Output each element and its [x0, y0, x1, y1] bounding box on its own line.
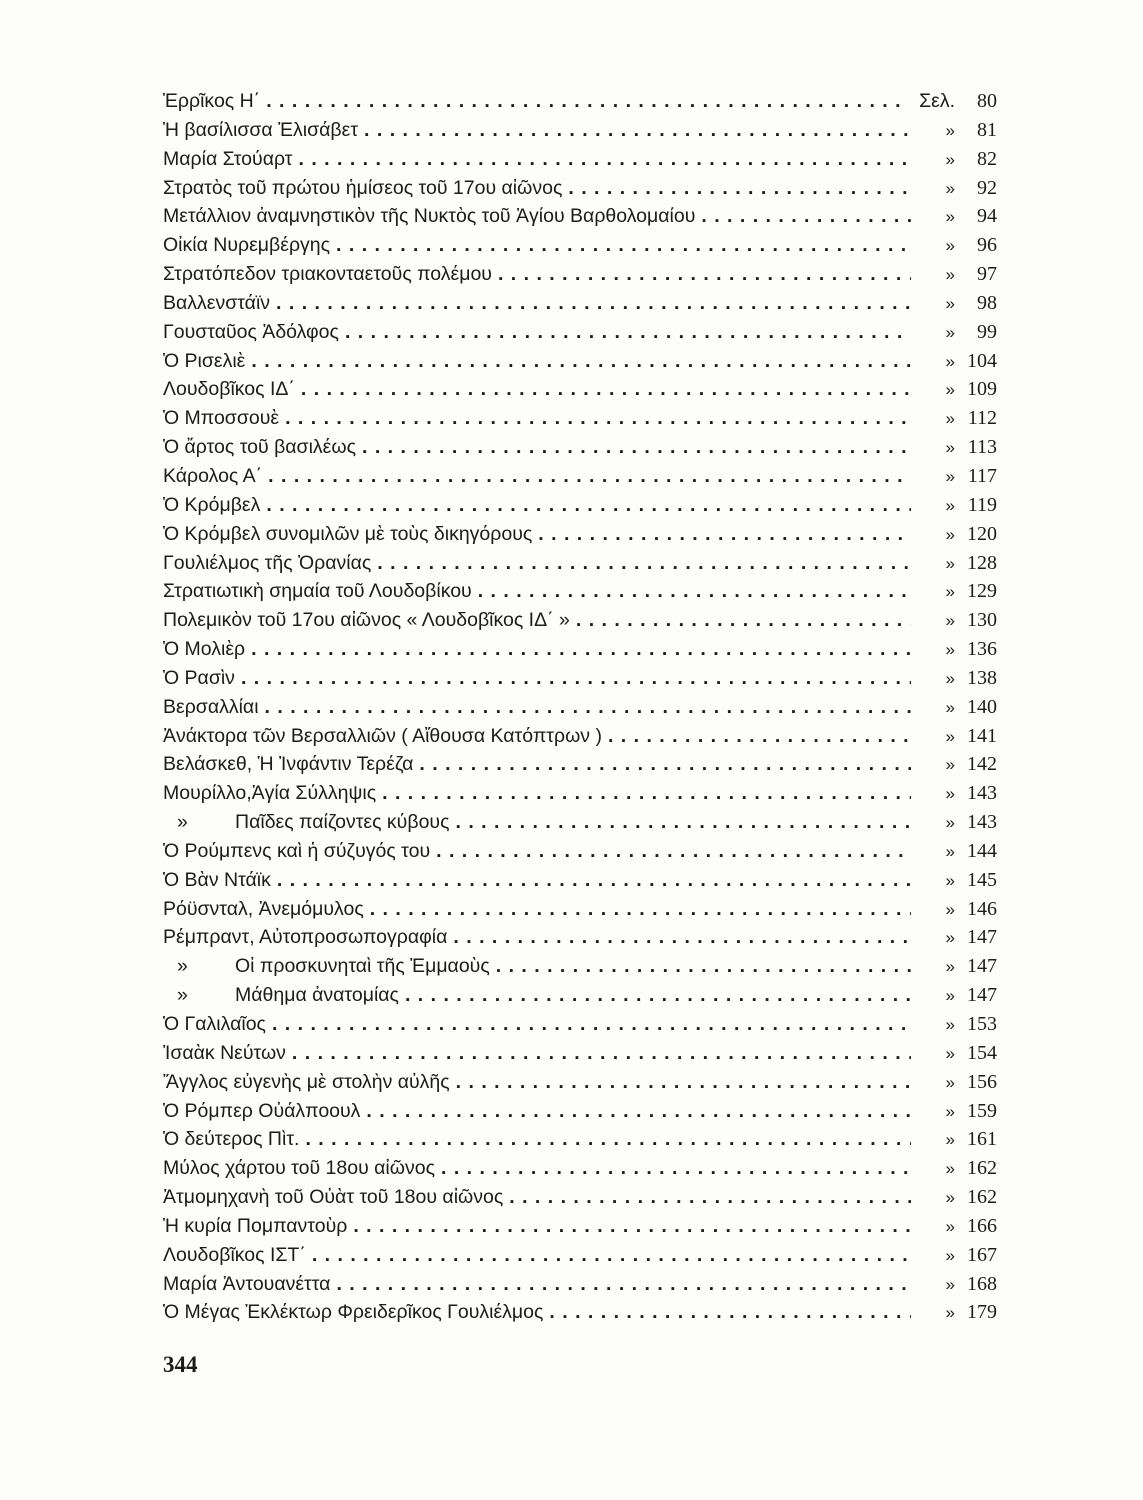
dot-leader — [478, 577, 911, 606]
toc-entry — [163, 779, 997, 808]
dot-leader — [276, 289, 911, 318]
entry-title: Ἑρρῖκος Η΄ — [163, 90, 261, 112]
dot-leader — [241, 664, 911, 693]
toc-entry — [163, 145, 997, 174]
entry-title: Ὁ Μολιὲρ — [163, 638, 246, 661]
ditto-mark: » — [945, 726, 955, 746]
ditto-mark: » — [945, 409, 955, 429]
ditto-mark: » — [945, 582, 955, 602]
ditto-mark: » — [945, 1015, 955, 1034]
toc-entry — [163, 664, 997, 693]
dot-leader — [251, 347, 911, 376]
ditto-mark: » — [945, 1130, 955, 1150]
ditto-mark: » — [945, 1188, 955, 1208]
entry-page-number: 109 — [967, 378, 997, 401]
entry-page-number: 104 — [967, 349, 997, 372]
toc-entry — [163, 1212, 997, 1241]
entry-page-number: 98 — [977, 291, 997, 314]
ditto-mark: » — [945, 1101, 955, 1121]
ditto-mark: » — [945, 870, 955, 890]
entry-page-number: 117 — [967, 464, 997, 487]
ditto-mark: » — [945, 1216, 955, 1236]
toc-entry — [163, 433, 997, 462]
ditto-mark: » — [945, 611, 955, 631]
dot-leader — [298, 145, 911, 174]
entry-title: Ὁ Κρόμβελ — [163, 493, 261, 516]
entry-title: Στρατόπεδον τριακονταετοῦς πολέμου — [163, 263, 492, 286]
page-abbreviation: Σελ. — [919, 90, 955, 112]
entry-title: Βερσαλλίαι — [163, 695, 259, 718]
dot-leader — [436, 837, 911, 866]
toc-entry — [163, 1125, 997, 1154]
entry-title: Ἡ κυρία Πομπαντοὺρ — [163, 1214, 348, 1237]
entry-page-number: 128 — [967, 551, 997, 574]
entry-page-number: 130 — [967, 609, 997, 632]
dot-leader — [496, 952, 911, 981]
toc-entry — [163, 87, 997, 116]
entry-title: Βαλλενστάϊν — [163, 291, 271, 314]
entry-page-number: 113 — [967, 436, 997, 459]
ditto-mark: » — [945, 957, 955, 977]
ditto-mark: » — [945, 207, 955, 227]
entry-title: Πολεμικὸν τοῦ 17ου αἰῶνος « Λουδοβῖκος ΙΔ΄ » — [163, 609, 570, 632]
toc-entry — [163, 722, 997, 751]
toc-entry — [163, 866, 997, 895]
entry-page-number: 154 — [967, 1041, 997, 1064]
dot-leader — [265, 693, 911, 722]
ditto-mark: » — [945, 120, 955, 140]
dot-leader — [377, 549, 911, 578]
entry-page-number: 153 — [967, 1013, 997, 1035]
entry-page-number: 161 — [967, 1128, 997, 1151]
toc-entry — [163, 404, 997, 433]
dot-leader — [701, 202, 911, 231]
ditto-mark: » — [945, 1159, 955, 1179]
entry-title: Μύλος χάρτου τοῦ 18ου αἰῶνος — [163, 1157, 435, 1180]
toc-entry — [163, 520, 997, 549]
dot-leader — [509, 1183, 911, 1212]
toc-entry — [163, 116, 997, 145]
dot-leader — [345, 318, 911, 347]
dot-leader — [405, 981, 911, 1010]
ditto-mark: » — [945, 466, 955, 486]
toc-entry — [163, 952, 997, 981]
entry-title: Γουσταῦος Ἀδόλφος — [163, 320, 339, 343]
toc-entry — [163, 895, 997, 924]
toc-entry — [163, 1183, 997, 1212]
dot-leader — [364, 116, 911, 145]
dot-leader — [272, 1010, 911, 1039]
ditto-mark: » — [945, 178, 955, 198]
toc-entry — [163, 577, 997, 606]
entry-title: Μετάλλιον ἀναμνηστικὸν τῆς Νυκτὸς τοῦ Ἁγίου Βαρθολομαίου — [163, 205, 696, 228]
toc-entry — [163, 231, 997, 260]
ditto-mark: » — [945, 553, 955, 573]
entry-title: Ὁ Μέγας Ἐκλέκτωρ Φρειδερῖκος Γουλιέλμος — [163, 1301, 544, 1324]
entry-page-number: 159 — [967, 1099, 997, 1122]
entry-title: Στρατιωτικὴ σημαία τοῦ Λουδοβίκου — [163, 580, 472, 603]
dot-leader — [277, 866, 911, 895]
entry-page-number: 120 — [967, 522, 997, 545]
dot-leader — [455, 808, 911, 837]
toc-entry — [163, 347, 997, 376]
ditto-mark: » — [945, 813, 955, 833]
dot-leader — [382, 779, 911, 808]
toc-entry — [163, 606, 997, 635]
ditto-mark: » — [945, 784, 955, 804]
toc-entry — [163, 260, 997, 289]
entry-title: Ὁ Ρούμπενς καὶ ἡ σύζυγός του — [163, 839, 431, 862]
entry-page-number: 143 — [967, 782, 997, 805]
toc-entry — [163, 1298, 997, 1327]
entry-title: Οἰκία Νυρεμβέργης — [163, 234, 331, 257]
entry-page-number: 179 — [967, 1301, 997, 1324]
entry-title: Γουλιέλμος τῆς Ὀρανίας — [163, 551, 372, 574]
ditto-mark: » — [945, 1043, 955, 1063]
ditto-mark: » — [945, 841, 955, 861]
dot-leader — [370, 895, 911, 924]
entry-page-number: 92 — [977, 176, 997, 199]
ditto-mark: » — [945, 149, 955, 169]
toc-entry — [163, 837, 997, 866]
entry-title: Ὁ Ρισελιὲ — [163, 349, 246, 372]
ditto-mark: » — [945, 899, 955, 919]
toc-entry — [163, 1097, 997, 1126]
dot-leader — [453, 923, 911, 952]
dot-leader — [498, 260, 911, 289]
dot-leader — [362, 433, 911, 462]
entry-title: Ὁ Ρασὶν — [163, 666, 235, 689]
ditto-mark: » — [945, 351, 955, 371]
toc-entry — [163, 462, 997, 491]
entry-page-number: 141 — [967, 724, 997, 747]
entry-page-number: 162 — [967, 1186, 997, 1209]
entry-page-number: 167 — [967, 1243, 997, 1266]
dot-leader — [285, 404, 911, 433]
ditto-mark: » — [945, 322, 955, 342]
toc-entry — [163, 318, 997, 347]
entry-page-number: 112 — [967, 407, 997, 430]
entry-title: Μάθημα ἀνατομίας — [235, 984, 399, 1007]
ditto-mark: » — [945, 755, 955, 775]
ditto-mark: » — [945, 1245, 955, 1265]
entry-title: Ὁ Γαλιλαῖος — [163, 1013, 266, 1035]
dot-leader — [568, 174, 911, 203]
entry-title: Ὁ Ρόμπερ Οὐάλποουλ — [163, 1099, 361, 1122]
entry-title: Μουρίλλο,Ἁγία Σύλληψις — [163, 782, 377, 805]
dot-leader — [441, 1154, 911, 1183]
dot-leader — [366, 1097, 911, 1126]
ditto-mark: » — [945, 986, 955, 1006]
ditto-mark: » — [945, 293, 955, 313]
ditto-mark: » — [945, 640, 955, 660]
entry-page-number: 166 — [967, 1214, 997, 1237]
toc-entry — [163, 635, 997, 664]
entry-page-number: 81 — [977, 118, 997, 141]
entry-title: Ὁ δεύτερος Πὶτ. — [163, 1128, 300, 1151]
entry-page-number: 140 — [967, 695, 997, 718]
dot-leader — [312, 1241, 911, 1270]
ditto-mark: » — [177, 955, 188, 978]
dot-leader — [266, 87, 907, 116]
dot-leader — [336, 231, 911, 260]
toc-entry — [163, 1039, 997, 1068]
entry-page-number: 144 — [967, 839, 997, 862]
toc-entry — [163, 808, 997, 837]
entry-title: Μαρία Στούαρτ — [163, 147, 293, 170]
entry-title: Παῖδες παίζοντες κύβους — [235, 811, 450, 834]
page-number: 344 — [163, 1352, 198, 1377]
ditto-mark: » — [945, 1072, 955, 1092]
entry-page-number: 97 — [977, 263, 997, 286]
toc-entry — [163, 289, 997, 318]
entry-title: Στρατὸς τοῦ πρώτου ἡμίσεος τοῦ 17ου αἰῶνος — [163, 176, 563, 199]
dot-leader — [251, 635, 911, 664]
ditto-mark: » — [177, 984, 188, 1007]
dot-leader — [292, 1039, 911, 1068]
entry-title: Ὁ Βὰν Ντάϊκ — [163, 868, 271, 891]
entry-page-number: 119 — [967, 493, 997, 516]
entry-page-number: 146 — [967, 897, 997, 920]
toc-entry — [163, 174, 997, 203]
dot-leader — [268, 462, 911, 491]
entry-page-number: 147 — [967, 955, 997, 978]
entry-page-number: 80 — [977, 90, 997, 112]
entry-page-number: 94 — [977, 205, 997, 228]
dot-leader — [266, 491, 911, 520]
entry-title: Λουδοβῖκος ΙΔ΄ — [163, 378, 295, 401]
toc-entry — [163, 1270, 997, 1299]
dot-leader — [419, 750, 911, 779]
dot-leader — [305, 1125, 911, 1154]
dot-leader — [538, 520, 911, 549]
toc-entry — [163, 1154, 997, 1183]
toc-entry — [163, 750, 997, 779]
ditto-mark: » — [945, 697, 955, 717]
entry-title: Κάρολος Α΄ — [163, 464, 263, 487]
dot-leader — [336, 1270, 911, 1299]
ditto-mark: » — [945, 265, 955, 285]
ditto-mark: » — [945, 668, 955, 688]
entry-page-number: 168 — [967, 1272, 997, 1295]
entry-title: Ὁ Κρόμβελ συνομιλῶν μὲ τοὺς δικηγόρους — [163, 522, 533, 545]
entry-page-number: 147 — [967, 926, 997, 949]
entry-page-number: 156 — [967, 1070, 997, 1093]
dot-leader — [549, 1298, 911, 1327]
entry-title: Ἰσαὰκ Νεύτων — [163, 1041, 286, 1064]
entry-title: Οἱ προσκυνηταὶ τῆς Ἐμμαοὺς — [235, 955, 490, 978]
entry-title: Ἀνάκτορα τῶν Βερσαλλιῶν ( Αἴθουσα Κατόπτρων ) — [163, 724, 602, 747]
ditto-mark: » — [945, 236, 955, 256]
entry-page-number: 143 — [967, 811, 997, 834]
ditto-mark: » — [945, 495, 955, 515]
ditto-mark: » — [945, 524, 955, 544]
entry-page-number: 138 — [967, 666, 997, 689]
toc-entry — [163, 923, 997, 952]
entry-title: Ρόϋσνταλ, Ἀνεμόμυλος — [163, 897, 364, 920]
entry-page-number: 129 — [967, 580, 997, 603]
dot-leader — [353, 1212, 911, 1241]
entry-title: Ἀτμομηχανὴ τοῦ Οὐὰτ τοῦ 18ου αἰῶνος — [163, 1186, 504, 1209]
entry-page-number: 96 — [977, 234, 997, 257]
toc-entry — [163, 1241, 997, 1270]
ditto-mark: » — [177, 811, 188, 834]
toc-entry — [163, 693, 997, 722]
entry-page-number: 147 — [967, 984, 997, 1007]
entry-page-number: 99 — [977, 320, 997, 343]
entry-page-number: 162 — [967, 1157, 997, 1180]
dot-leader — [608, 722, 911, 751]
entry-title: Ὁ Μποσσουὲ — [163, 407, 280, 430]
toc-entry — [163, 549, 997, 578]
dot-leader — [456, 1068, 911, 1097]
entry-title: Ὁ ἄρτος τοῦ βασιλέως — [163, 436, 356, 459]
dot-leader — [576, 606, 911, 635]
entry-title: Ἡ βασίλισσα Ἐλισάβετ — [163, 118, 359, 141]
toc-entry — [163, 491, 997, 520]
toc-entry — [163, 202, 997, 231]
ditto-mark: » — [945, 1274, 955, 1294]
entry-page-number: 136 — [967, 638, 997, 661]
entry-page-number: 142 — [967, 753, 997, 776]
entry-page-number: 82 — [977, 147, 997, 170]
ditto-mark: » — [945, 928, 955, 948]
toc-entry — [163, 375, 997, 404]
entry-title: Μαρία Ἀντουανέττα — [163, 1272, 331, 1295]
dot-leader — [301, 375, 911, 404]
entry-title: Βελάσκεθ, Ἡ Ἰνφάντιν Τερέζα — [163, 753, 414, 776]
entry-title: Λουδοβῖκος ΙΣΤ΄ — [163, 1243, 306, 1266]
entry-title: Ρέμπραντ, Αὐτοπροσωπογραφία — [163, 926, 448, 949]
entry-page-number: 145 — [967, 868, 997, 891]
ditto-mark: » — [945, 1303, 955, 1323]
list-of-illustrations — [163, 87, 997, 1327]
toc-entry — [163, 1010, 997, 1039]
ditto-mark: » — [945, 380, 955, 400]
ditto-mark: » — [945, 438, 955, 458]
toc-entry — [163, 1068, 997, 1097]
toc-entry — [163, 981, 997, 1010]
entry-title: Ἄγγλος εὐγενὴς μὲ στολὴν αὐλῆς — [163, 1070, 450, 1093]
